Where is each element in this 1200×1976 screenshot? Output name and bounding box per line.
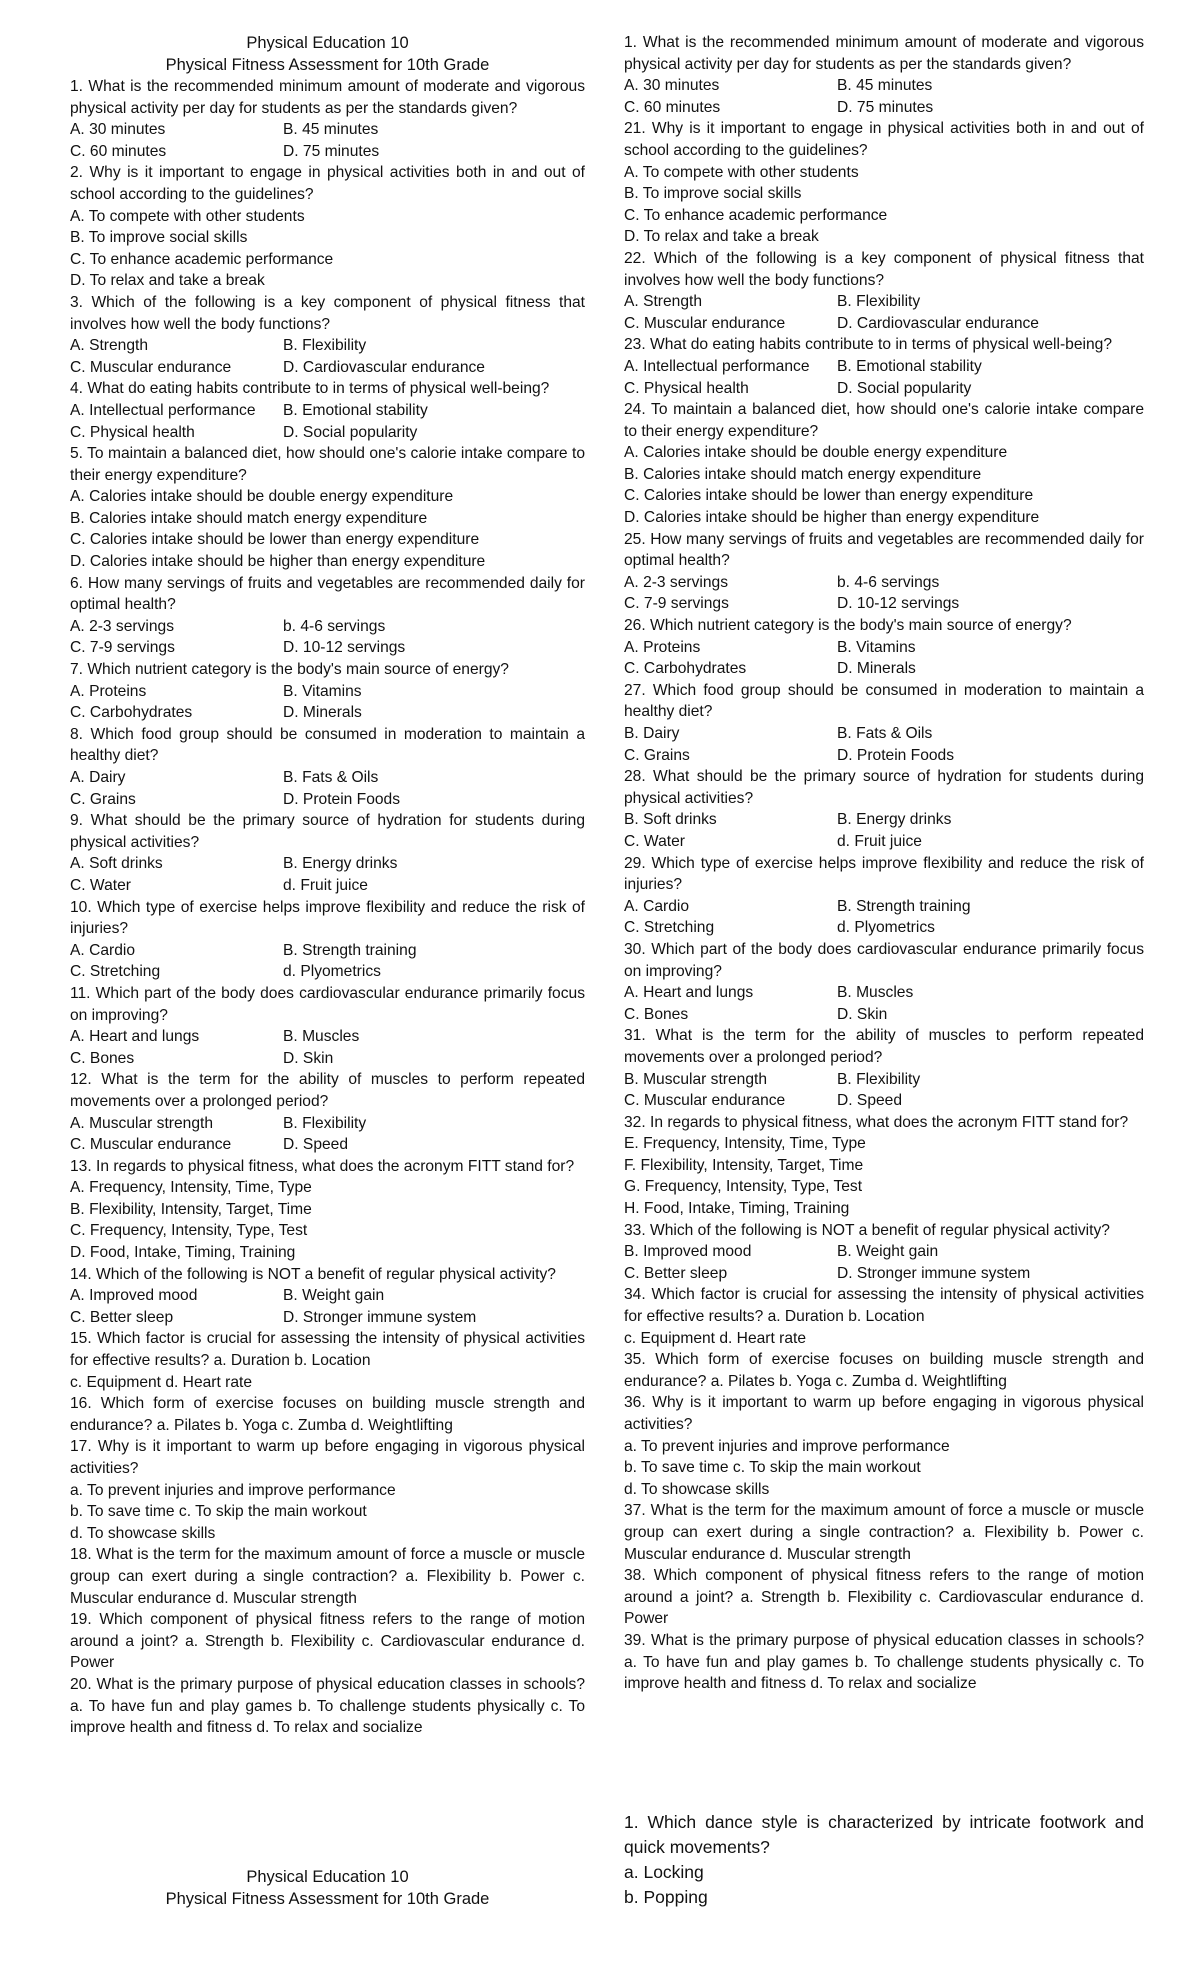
option-item: B. Fats & Oils: [283, 769, 379, 786]
option-row: [624, 809, 1144, 831]
option-item: A. Frequency, Intensity, Time, Type: [70, 1179, 312, 1197]
question-text: 24. To maintain a balanced diet, how should one's calorie intake compare to their energy expenditure?: [624, 401, 1144, 440]
question-text: 38. Which component of physical fitness refers to the range of motion around a joint? a. Strength b. Flexibility c. Cardiovascular endurance d. Power: [624, 1567, 1144, 1628]
option-row: [70, 681, 585, 703]
option-item: d. Fruit juice: [283, 876, 368, 894]
option-item: C. 7-9 servings: [70, 639, 175, 657]
option-row: [624, 75, 1144, 97]
question-text: 17. Why is it important to warm up before engaging in vigorous physical activities?: [70, 1438, 585, 1477]
option-item: D. Speed: [283, 1136, 349, 1154]
question-text: 28. What should be the primary source of hydration for students during physical activities?: [624, 768, 1144, 807]
question-text: 19. Which component of physical fitness refers to the range of motion around a joint? a. Strength b. Flexibility c. Cardiovascular endurance d. Power: [70, 1611, 585, 1672]
option-item: B. Calories intake should match energy expenditure: [624, 465, 982, 483]
option-row: [624, 1241, 1144, 1263]
question-text: 11. Which part of the body does cardiovascular endurance primarily focus on improving?: [70, 984, 585, 1024]
option-row: [624, 723, 1144, 745]
option-item: B. Flexibility, Intensity, Target, Time: [70, 1200, 312, 1218]
option-item: A. Muscular strength: [70, 1114, 214, 1132]
option-item: C. 60 minutes: [70, 142, 167, 160]
option-item: c. Equipment d. Heart rate: [624, 1329, 807, 1347]
option-item: B. 45 minutes: [837, 77, 933, 95]
option-item: b. To save time c. To skip the main workout: [624, 1459, 921, 1477]
option-item: C. Grains: [624, 746, 690, 764]
option-item: A. Soft drinks: [70, 855, 163, 873]
option-item: D. Stronger immune system: [283, 1308, 477, 1326]
page-header: [70, 32, 585, 76]
option-item: A. To compete with other students: [70, 207, 305, 225]
option-row: [70, 875, 585, 897]
question-text: 26. Which nutrient category is the body's main source of energy?: [624, 617, 1072, 635]
question-text: 37. What is the term for the maximum amount of force a muscle or muscle group can exert during a single contraction? a. Flexibility b. Power c. Muscular endurance d. Muscular strength: [624, 1502, 1144, 1563]
option-item: D. Protein Foods: [283, 790, 401, 808]
option-item: A. 30 minutes: [70, 121, 166, 139]
option-item: B. Flexibility: [837, 293, 921, 311]
option-item: a. To prevent injuries and improve performance: [624, 1437, 950, 1455]
option-item: A. Heart and lungs: [70, 1028, 200, 1046]
option-row: [70, 637, 585, 659]
option-item: D. Cardiovascular endurance: [283, 358, 485, 376]
option-row: [70, 767, 585, 789]
option-row: [70, 616, 585, 638]
option-row: [70, 357, 585, 379]
option-item: B. Soft drinks: [624, 811, 717, 829]
option-item: D. Food, Intake, Timing, Training: [70, 1244, 296, 1262]
option-item: A. Heart and lungs: [624, 984, 754, 1002]
option-row: [70, 940, 585, 962]
option-row: [70, 400, 585, 422]
subject-heading: Physical Education 10: [246, 34, 409, 52]
option-item: b. Popping: [624, 1887, 708, 1907]
option-row: [624, 1090, 1144, 1112]
option-item: C. Bones: [70, 1049, 135, 1067]
page-title: Physical Fitness Assessment for 10th Grade: [165, 56, 490, 74]
option-item: B. Calories intake should match energy expenditure: [70, 509, 428, 527]
option-item: C. Water: [624, 832, 685, 850]
question-text: 34. Which factor is crucial for assessing the intensity of physical activities for effective results? a. Duration b. Location: [624, 1286, 1144, 1326]
option-item: C. Stretching: [624, 919, 715, 937]
option-row: [624, 896, 1144, 918]
question-text: 22. Which of the following is a key component of physical fitness that involves how well the body functions?: [624, 249, 1144, 289]
option-item: d. Plyometrics: [283, 963, 381, 981]
option-item: D. 75 minutes: [283, 142, 380, 160]
option-row: [624, 313, 1144, 335]
option-row: [624, 982, 1144, 1004]
option-item: C. Better sleep: [70, 1308, 174, 1326]
option-item: D. Calories intake should be higher than energy expenditure: [70, 553, 486, 571]
option-row: [624, 378, 1144, 400]
option-item: a. To prevent injuries and improve performance: [70, 1481, 396, 1499]
footer-subject: Physical Education 10: [246, 1868, 409, 1886]
option-item: B. 45 minutes: [283, 121, 379, 139]
option-item: A. Cardio: [70, 941, 136, 959]
option-row: [624, 637, 1144, 659]
question-text: 3. Which of the following is a key component of physical fitness that involves how well the body functions?: [70, 293, 585, 333]
option-item: B. Strength training: [837, 897, 971, 915]
option-item: D. Social popularity: [283, 423, 418, 441]
question-text: 8. Which food group should be consumed in moderation to maintain a healthy diet?: [70, 725, 585, 765]
question-text: 4. What do eating habits contribute to in terms of physical well-being?: [70, 380, 550, 398]
question-text: 15. Which factor is crucial for assessing the intensity of physical activities for effective results? a. Duration b. Location: [70, 1330, 585, 1370]
option-item: C. To enhance academic performance: [70, 250, 334, 268]
option-item: C. Carbohydrates: [624, 660, 747, 678]
option-item: d. Plyometrics: [837, 919, 935, 937]
option-item: A. Calories intake should be double energy expenditure: [624, 444, 1008, 462]
option-item: A. Cardio: [624, 897, 690, 915]
option-row: [70, 1285, 585, 1307]
question-text: 2. Why is it important to engage in physical activities both in and out of school according to the guidelines?: [70, 164, 585, 203]
option-item: d. To showcase skills: [70, 1524, 216, 1542]
left-column: [70, 32, 585, 1739]
option-item: C. To enhance academic performance: [624, 206, 888, 224]
option-item: D. 75 minutes: [837, 98, 934, 116]
option-item: D. Protein Foods: [837, 746, 955, 764]
question-text: 12. What is the term for the ability of muscles to perform repeated movements over a prolonged period?: [70, 1071, 585, 1110]
option-item: C. Muscular endurance: [70, 358, 232, 376]
option-item: A. Dairy: [70, 769, 126, 786]
option-item: C. Water: [70, 876, 131, 894]
option-item: A. 2-3 servings: [624, 573, 729, 591]
option-item: A. 2-3 servings: [70, 617, 175, 635]
option-row: [70, 1048, 585, 1070]
option-row: [624, 97, 1144, 119]
option-item: A. Strength: [70, 337, 149, 355]
page-footer: [70, 1866, 585, 1910]
extra-question: [624, 1810, 1144, 1910]
option-item: C. Muscular endurance: [70, 1136, 232, 1154]
question-list: [70, 76, 585, 1739]
option-item: B. Emotional stability: [837, 357, 982, 375]
option-item: C. Physical health: [624, 379, 749, 397]
option-item: C. Muscular endurance: [624, 1092, 786, 1110]
option-row: [70, 1113, 585, 1135]
option-item: H. Food, Intake, Timing, Training: [624, 1200, 850, 1218]
option-item: G. Frequency, Intensity, Type, Test: [624, 1178, 863, 1196]
option-item: B. Energy drinks: [837, 811, 952, 829]
question-list: [624, 32, 1144, 1695]
question-text: 33. Which of the following is NOT a benefit of regular physical activity?: [624, 1221, 1110, 1239]
footer-title: Physical Fitness Assessment for 10th Grade: [165, 1890, 490, 1908]
option-row: [624, 356, 1144, 378]
question-text: 29. Which type of exercise helps improve flexibility and reduce the risk of injuries?: [624, 854, 1144, 894]
question-text: 1. What is the recommended minimum amount of moderate and vigorous physical activity per day for students as per the standards given?: [70, 78, 585, 117]
question-text: 27. Which food group should be consumed in moderation to maintain a healthy diet?: [624, 681, 1144, 721]
option-item: d. Fruit juice: [837, 832, 922, 850]
question-text: 21. Why is it important to engage in physical activities both in and out of school according to the guidelines?: [624, 120, 1144, 159]
question-text: 9. What should be the primary source of hydration for students during physical activities?: [70, 812, 585, 851]
question-text: 25. How many servings of fruits and vegetables are recommended daily for optimal health?: [624, 530, 1144, 570]
option-item: C. Carbohydrates: [70, 704, 193, 722]
option-item: b. 4-6 servings: [837, 573, 940, 591]
question-text: 13. In regards to physical fitness, what does the acronym FITT stand for?: [70, 1157, 575, 1175]
option-item: D. To relax and take a break: [70, 272, 265, 290]
right-column: [624, 32, 1144, 1695]
option-item: A. Calories intake should be double energy expenditure: [70, 488, 454, 506]
option-item: D. Minerals: [283, 704, 362, 722]
option-item: a. Locking: [624, 1862, 704, 1882]
option-item: B. Weight gain: [837, 1243, 939, 1261]
option-item: B. Vitamins: [837, 638, 916, 656]
question-text: 30. Which part of the body does cardiovascular endurance primarily focus on improving?: [624, 940, 1144, 980]
option-row: [624, 291, 1144, 313]
option-item: C. 7-9 servings: [624, 595, 729, 613]
option-item: B. Energy drinks: [283, 855, 398, 873]
option-item: D. 10-12 servings: [837, 595, 960, 613]
option-row: [70, 119, 585, 141]
option-item: D. Social popularity: [837, 379, 972, 397]
option-item: B. Flexibility: [837, 1070, 921, 1088]
option-row: [624, 593, 1144, 615]
question-text: 18. What is the term for the maximum amount of force a muscle or muscle group can exert during a single contraction? a. Flexibility b. Power c. Muscular endurance d. Muscular strength: [70, 1546, 585, 1607]
option-row: [624, 917, 1144, 939]
option-row: [70, 141, 585, 163]
option-item: B. Improved mood: [624, 1243, 752, 1261]
option-item: B. Strength training: [283, 941, 417, 959]
option-item: C. Muscular endurance: [624, 314, 786, 332]
question-text: 35. Which form of exercise focuses on building muscle strength and endurance? a. Pilates b. Yoga c. Zumba d. Weightlifting: [624, 1351, 1144, 1390]
option-item: C. Calories intake should be lower than energy expenditure: [70, 531, 480, 549]
option-item: B. Dairy: [624, 725, 680, 742]
question-text: 20. What is the primary purpose of physical education classes in schools? a. To have fun and play games b. To challenge students physically c. To improve health and fitness d. To relax and socialize: [70, 1675, 585, 1737]
question-text: 5. To maintain a balanced diet, how should one's calorie intake compare to their energy expenditure?: [70, 445, 585, 484]
option-row: [70, 335, 585, 357]
question-text: 36. Why is it important to warm up before engaging in vigorous physical activities?: [624, 1394, 1144, 1433]
option-item: A. Intellectual performance: [70, 401, 256, 419]
option-item: B. Vitamins: [283, 682, 362, 700]
question-text: 6. How many servings of fruits and vegetables are recommended daily for optimal health?: [70, 574, 585, 614]
option-row: [624, 1263, 1144, 1285]
question-text: 31. What is the term for the ability of muscles to perform repeated movements over a prolonged period?: [624, 1027, 1144, 1066]
option-row: [70, 422, 585, 444]
option-item: B. To improve social skills: [624, 185, 802, 203]
option-item: A. Strength: [624, 293, 703, 311]
option-item: D. Skin: [837, 1005, 888, 1023]
option-item: D. Calories intake should be higher than energy expenditure: [624, 509, 1040, 527]
question-text: 39. What is the primary purpose of physical education classes in schools? a. To have fun and play games b. To challenge students physically c. To improve health and fitness d. To relax and socialize: [624, 1631, 1144, 1693]
option-row: [70, 702, 585, 724]
option-item: B. Flexibility: [283, 1114, 367, 1132]
question-text: 23. What do eating habits contribute to in terms of physical well-being?: [624, 336, 1113, 354]
option-row: [624, 1004, 1144, 1026]
option-item: A. 30 minutes: [624, 77, 720, 95]
question-text: 10. Which type of exercise helps improve flexibility and reduce the risk of injuries?: [70, 898, 585, 938]
question-text: 16. Which form of exercise focuses on building muscle strength and endurance? a. Pilates b. Yoga c. Zumba d. Weightlifting: [70, 1395, 585, 1434]
option-item: B. Muscles: [283, 1028, 360, 1046]
option-row: [624, 658, 1144, 680]
option-item: B. Muscles: [837, 984, 914, 1002]
option-item: B. To improve social skills: [70, 229, 248, 247]
option-item: D. Speed: [837, 1092, 903, 1110]
option-row: [624, 831, 1144, 853]
option-item: b. 4-6 servings: [283, 617, 386, 635]
option-item: C. Bones: [624, 1005, 689, 1023]
option-item: b. To save time c. To skip the main workout: [70, 1503, 367, 1521]
option-row: [70, 853, 585, 875]
option-item: C. Better sleep: [624, 1264, 728, 1282]
option-item: B. Fats & Oils: [837, 725, 933, 742]
option-row: [70, 1026, 585, 1048]
option-item: d. To showcase skills: [624, 1480, 770, 1498]
question-text: 1. What is the recommended minimum amount of moderate and vigorous physical activity per day for students as per the standards given?: [624, 34, 1144, 73]
option-item: C. Stretching: [70, 963, 161, 981]
option-item: C. Grains: [70, 790, 136, 808]
option-item: A. Improved mood: [70, 1287, 198, 1305]
option-item: D. Skin: [283, 1049, 334, 1067]
option-item: A. Proteins: [624, 638, 701, 656]
option-row: [624, 1069, 1144, 1091]
question-text: 1. Which dance style is characterized by intricate footwork and quick movements?: [624, 1812, 1144, 1857]
option-item: C. Frequency, Intensity, Type, Test: [70, 1222, 308, 1240]
option-item: B. Weight gain: [283, 1287, 385, 1305]
question-text: 14. Which of the following is NOT a benefit of regular physical activity?: [70, 1265, 556, 1283]
option-item: D. To relax and take a break: [624, 228, 819, 246]
option-item: A. To compete with other students: [624, 163, 859, 181]
option-item: D. Stronger immune system: [837, 1264, 1031, 1282]
option-item: A. Intellectual performance: [624, 357, 810, 375]
option-row: [70, 1134, 585, 1156]
option-row: [70, 1307, 585, 1329]
option-row: [70, 961, 585, 983]
option-row: [70, 789, 585, 811]
option-row: [624, 572, 1144, 594]
option-row: [624, 745, 1144, 767]
option-item: F. Flexibility, Intensity, Target, Time: [624, 1156, 864, 1174]
option-item: C. Calories intake should be lower than energy expenditure: [624, 487, 1034, 505]
option-item: D. Cardiovascular endurance: [837, 314, 1039, 332]
option-item: D. 10-12 servings: [283, 639, 406, 657]
option-item: D. Minerals: [837, 660, 916, 678]
option-item: B. Muscular strength: [624, 1070, 768, 1088]
option-item: c. Equipment d. Heart rate: [70, 1373, 253, 1391]
option-item: C. Physical health: [70, 423, 195, 441]
question-text: 7. Which nutrient category is the body's main source of energy?: [70, 661, 509, 679]
option-item: B. Flexibility: [283, 337, 367, 355]
option-item: E. Frequency, Intensity, Time, Type: [624, 1135, 866, 1153]
option-item: C. 60 minutes: [624, 98, 721, 116]
question-text: 32. In regards to physical fitness, what does the acronym FITT stand for?: [624, 1113, 1129, 1131]
option-item: A. Proteins: [70, 682, 147, 700]
option-item: B. Emotional stability: [283, 401, 428, 419]
